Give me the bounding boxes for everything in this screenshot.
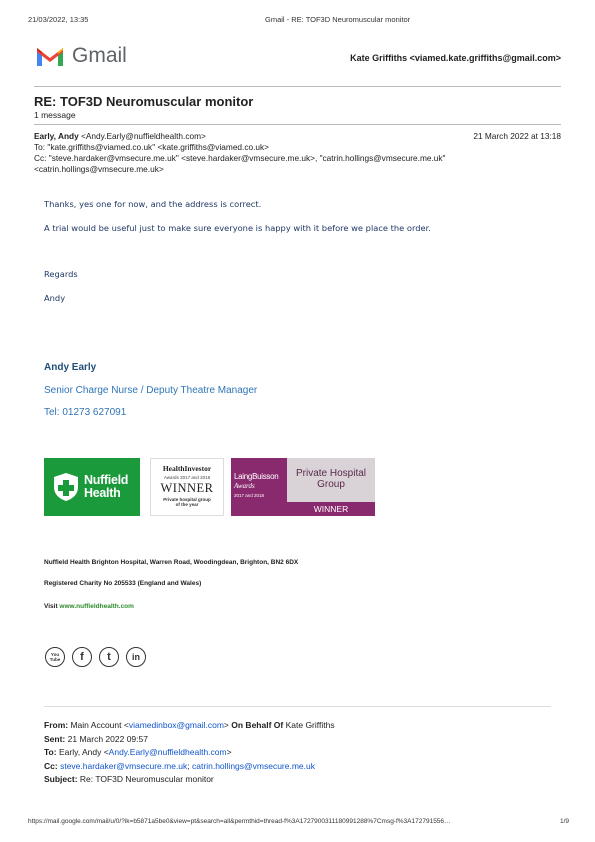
fwd-cc-email[interactable]: steve.hardaker@vmsecure.me.uk	[60, 761, 188, 771]
page-number: 1/9	[559, 818, 569, 825]
signature-name: Andy Early	[44, 362, 97, 373]
fwd-to-email[interactable]: Andy.Early@nuffieldhealth.com	[108, 747, 227, 757]
health-word: Health	[84, 486, 121, 500]
body-signoff: Andy	[44, 293, 66, 303]
body-regards: Regards	[44, 269, 78, 279]
message-cc: Cc: "steve.hardaker@vmsecure.me.uk" <steve.hardaker@vmsecure.me.uk>, "catrin.hollings@vmsecure.me.uk"	[34, 153, 446, 163]
divider	[34, 86, 561, 87]
laingbuisson-category: Group	[317, 479, 345, 490]
footer-address: Nuffield Health Brighton Hospital, Warren Road, Woodingdean, Brighton, BN2 6DX	[44, 559, 299, 566]
sender-email[interactable]: <Andy.Early@nuffieldhealth.com>	[81, 131, 206, 141]
laingbuisson-years: 2017 and 2018	[234, 493, 265, 498]
body-paragraph: A trial would be useful just to make sure everyone is happy with it before we place the order.	[44, 223, 431, 233]
laingbuisson-category: Private Hospital	[295, 468, 367, 479]
divider	[34, 124, 561, 125]
healthinvestor-winner: WINNER	[160, 481, 214, 495]
divider	[44, 706, 551, 707]
fwd-from-email[interactable]: viamedinbox@gmail.com	[128, 720, 224, 730]
nuffield-shield-icon	[53, 472, 79, 502]
gmail-wordmark: Gmail	[72, 44, 127, 67]
nuffield-word: Nuffield	[84, 473, 129, 487]
twitter-icon[interactable]: t	[99, 647, 119, 667]
print-title: Gmail - RE: TOF3D Neuromuscular monitor	[265, 15, 411, 24]
fwd-from: From: Main Account <viamedinbox@gmail.com> On Behalf Of Kate Griffiths	[44, 720, 335, 730]
nuffield-link[interactable]: www.nuffieldhealth.com	[59, 603, 134, 610]
healthinvestor-awards: Awards 2017 and 2018	[163, 475, 211, 480]
message-cc-cont: <catrin.hollings@vmsecure.me.uk>	[34, 164, 164, 174]
visit-label: Visit	[44, 603, 58, 610]
thread-subject: RE: TOF3D Neuromuscular monitor	[34, 94, 254, 109]
healthinvestor-award-logo	[150, 458, 224, 516]
footer-visit	[44, 603, 134, 610]
message-to: To: "kate.griffiths@viamed.co.uk" <kate.griffiths@viamed.co.uk>	[34, 142, 270, 152]
healthinvestor-caption: of the year	[175, 502, 199, 507]
body-paragraph: Thanks, yes one for now, and the address is correct.	[44, 199, 262, 209]
laingbuisson-brand: LaingBuisson	[234, 472, 279, 481]
footer-charity: Registered Charity No 205533 (England and Wales)	[44, 580, 202, 587]
fwd-subject: Subject: Re: TOF3D Neuromuscular monitor	[44, 774, 214, 784]
message-from	[34, 131, 206, 142]
fwd-cc: Cc: steve.hardaker@vmsecure.me.uk; catrin.hollings@vmsecure.me.uk	[44, 761, 315, 771]
laingbuisson-winner: WINNER	[287, 502, 375, 516]
youtube-icon[interactable]: You Tube	[45, 647, 65, 667]
print-datetime: 21/03/2022, 13:35	[28, 15, 89, 24]
message-count: 1 message	[34, 110, 76, 120]
fwd-to: To: Early, Andy <Andy.Early@nuffieldhealth.com>	[44, 747, 232, 757]
healthinvestor-caption: Private hospital group	[163, 497, 211, 502]
print-url: https://mail.google.com/mail/u/0/?ik=b5871a5be0&view=pt&search=all&permthid=thread-f%3A1727900311180991288%7Cmsg-f%3A172791556…	[28, 818, 451, 825]
facebook-icon[interactable]: f	[72, 647, 92, 667]
signature-tel: Tel: 01273 627091	[44, 407, 127, 418]
fwd-cc-email[interactable]: catrin.hollings@vmsecure.me.uk	[192, 761, 315, 771]
healthinvestor-brand: HealthInvestor	[162, 464, 212, 473]
fwd-sent: Sent: 21 March 2022 09:57	[44, 734, 148, 744]
gmail-logo-icon	[35, 44, 65, 68]
message-date: 21 March 2022 at 13:18	[473, 131, 561, 141]
signature-title: Senior Charge Nurse / Deputy Theatre Manager	[44, 385, 258, 396]
laingbuisson-awards: Awards	[234, 482, 255, 490]
sender-name: Early, Andy	[34, 131, 79, 141]
laingbuisson-award-logo	[231, 458, 375, 516]
nuffield-health-logo	[44, 458, 140, 516]
account-label: Kate Griffiths <viamed.kate.griffiths@gmail.com>	[350, 53, 561, 63]
linkedin-icon[interactable]: in	[126, 647, 146, 667]
